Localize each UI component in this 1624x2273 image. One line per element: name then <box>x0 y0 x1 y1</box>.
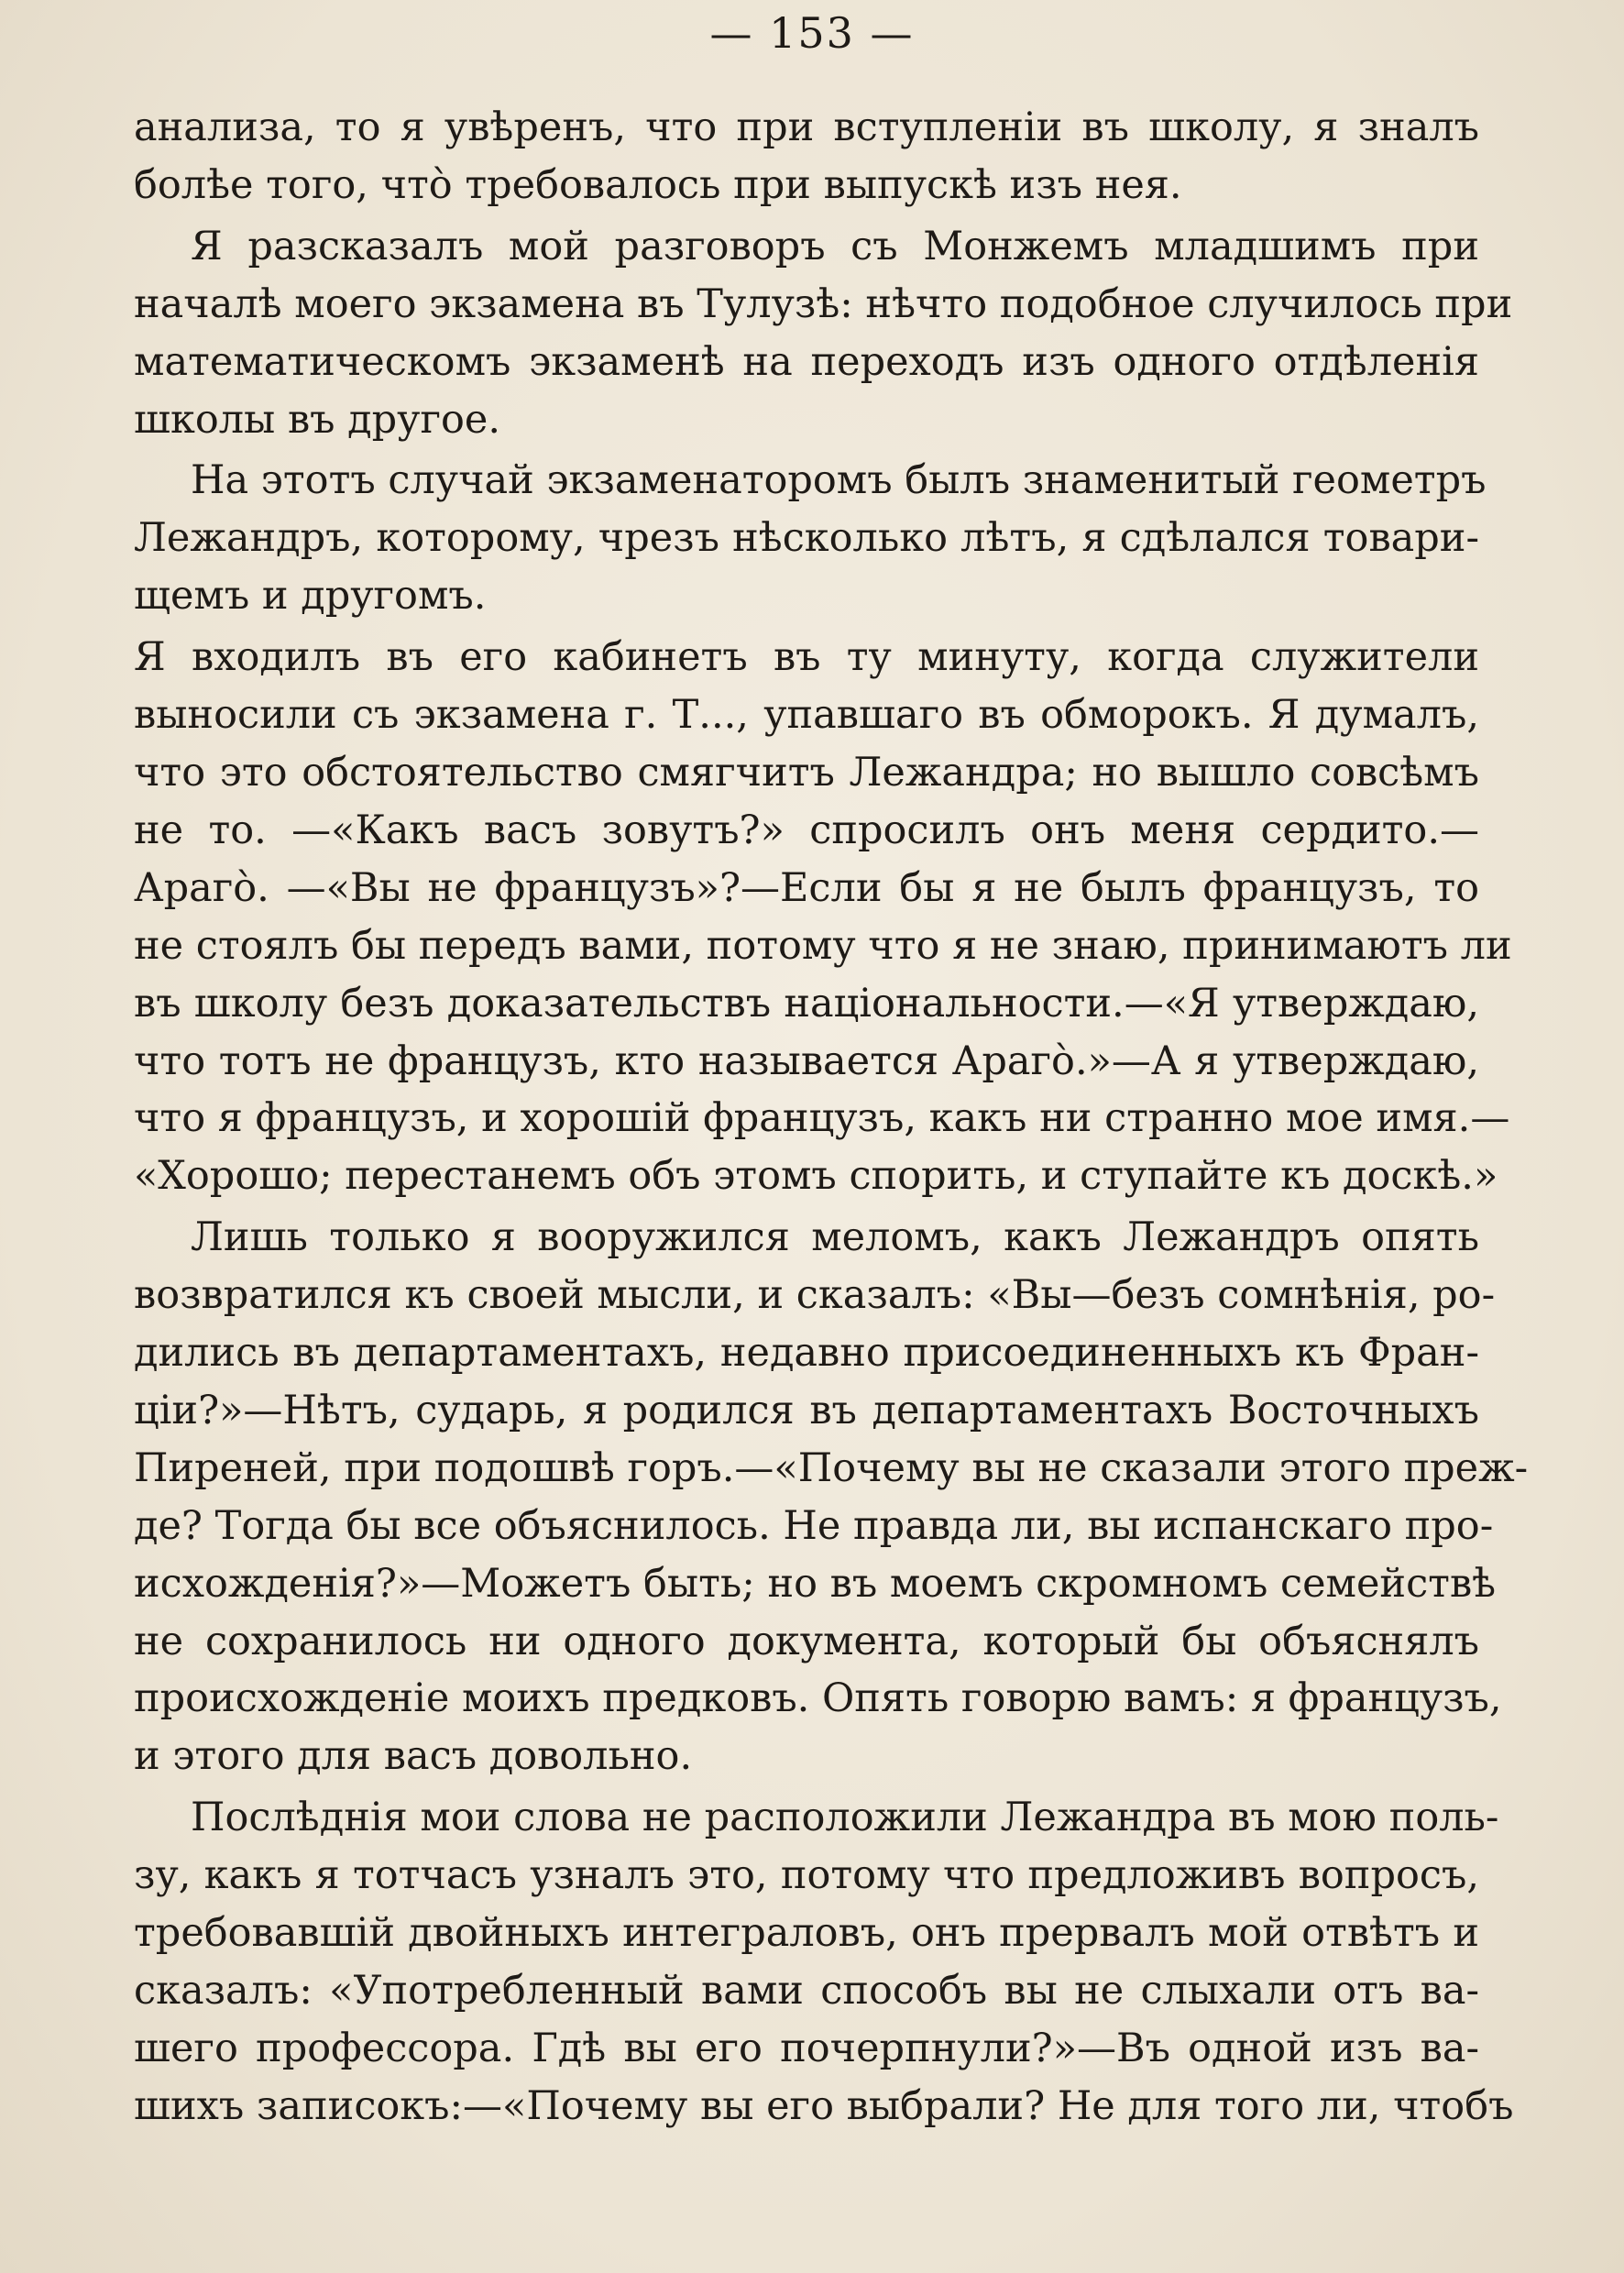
text-line: шего профессора. Гдѣ вы его почерпнули?»—Въ одной изъ ва- <box>134 2025 1479 2071</box>
text-line: де? Тогда бы все объяснилось. Не правда ли, вы испанскаго про- <box>134 1502 1494 1549</box>
page-number: — 153 — <box>709 8 915 58</box>
body-text <box>134 99 1529 2139</box>
text-line: Я разсказалъ мой разговоръ съ Монжемъ младшимъ при <box>191 223 1479 269</box>
text-line: щемъ и другомъ. <box>134 573 487 620</box>
text-line: Лежандръ, которому, чрезъ нѣсколько лѣтъ, я сдѣлался товари- <box>134 515 1479 562</box>
paragraph <box>134 99 1479 214</box>
text-line: что это обстоятельство смягчитъ Лежандра; но вышло совсѣмъ <box>134 749 1479 796</box>
paragraph <box>134 218 1513 449</box>
text-line: зу, какъ я тотчасъ узналъ это, потому что предложивъ вопросъ, <box>134 1852 1479 1899</box>
paragraph <box>134 629 1512 1205</box>
paragraph <box>134 1209 1529 1785</box>
text-line: ціи?»—Нѣтъ, сударь, я родился въ департаментахъ Восточныхъ <box>134 1387 1479 1433</box>
text-line: исхожденія?»—Можетъ быть; но въ моемъ скромномъ семействѣ <box>134 1560 1497 1607</box>
text-line: началѣ моего экзамена въ Тулузѣ: нѣчто подобное случилось при <box>134 280 1513 327</box>
text-line: что тотъ не французъ, кто называется Араго̀.»—А я утверждаю, <box>134 1038 1479 1084</box>
text-line: шихъ записокъ:—«Почему вы его выбрали? Не для того ли, чтобъ <box>134 2082 1514 2129</box>
text-line: школы въ другое. <box>134 396 501 443</box>
text-line: Араго̀. —«Вы не французъ»?—Если бы я не былъ французъ, то <box>134 864 1479 911</box>
text-line: въ школу безъ доказательствъ національности.—«Я утверждаю, <box>134 980 1479 1027</box>
paragraph <box>134 1789 1514 2135</box>
text-line: что я французъ, и хорошій французъ, какъ ни странно мое имя.— <box>134 1095 1510 1142</box>
text-line: На этотъ случай экзаменаторомъ былъ знаменитый геометръ <box>191 457 1487 504</box>
text-line: болѣе того, что̀ требовалось при выпускѣ изъ нея. <box>134 161 1182 208</box>
text-line: не сохранилось ни одного документа, который бы объяснялъ <box>134 1618 1479 1664</box>
text-line: анализа, то я увѣренъ, что при вступленіи въ школу, я зналъ <box>134 104 1479 150</box>
text-line: выносили съ экзамена г. Т..., упавшаго въ обморокъ. Я думалъ, <box>134 692 1479 739</box>
text-line: Лишь только я вооружился меломъ, какъ Лежандръ опять <box>191 1214 1479 1261</box>
text-line: «Хорошо; перестанемъ объ этомъ спорить, и ступайте къ доскѣ.» <box>134 1153 1498 1200</box>
text-line: не то. —«Какъ васъ зовутъ?» спросилъ онъ меня сердито.— <box>134 807 1479 853</box>
paragraph <box>134 452 1487 625</box>
text-line: Послѣднія мои слова не расположили Лежандра въ мою поль- <box>191 1795 1499 1841</box>
text-line: сказалъ: «Употребленный вами способъ вы не слыхали отъ ва- <box>134 1968 1479 2014</box>
text-line: дились въ департаментахъ, недавно присоединенныхъ къ Фран- <box>134 1330 1479 1377</box>
text-line: Я входилъ въ его кабинетъ въ ту минуту, когда служители <box>134 634 1479 681</box>
text-line: требовавшій двойныхъ интеграловъ, онъ прервалъ мой отвѣтъ и <box>134 1910 1479 1957</box>
text-line: математическомъ экзаменѣ на переходъ изъ одного отдѣленія <box>134 338 1479 385</box>
text-line: Пиреней, при подошвѣ горъ.—«Почему вы не сказали этого преж- <box>134 1444 1529 1491</box>
text-line: происхожденіе моихъ предковъ. Опять говорю вамъ: я французъ, <box>134 1675 1502 1722</box>
text-line: возвратился къ своей мысли, и сказалъ: «Вы—безъ сомнѣнія, ро- <box>134 1272 1496 1319</box>
text-line: и этого для васъ довольно. <box>134 1733 693 1780</box>
text-line: не стоялъ бы передъ вами, потому что я не знаю, принимаютъ ли <box>134 922 1512 969</box>
